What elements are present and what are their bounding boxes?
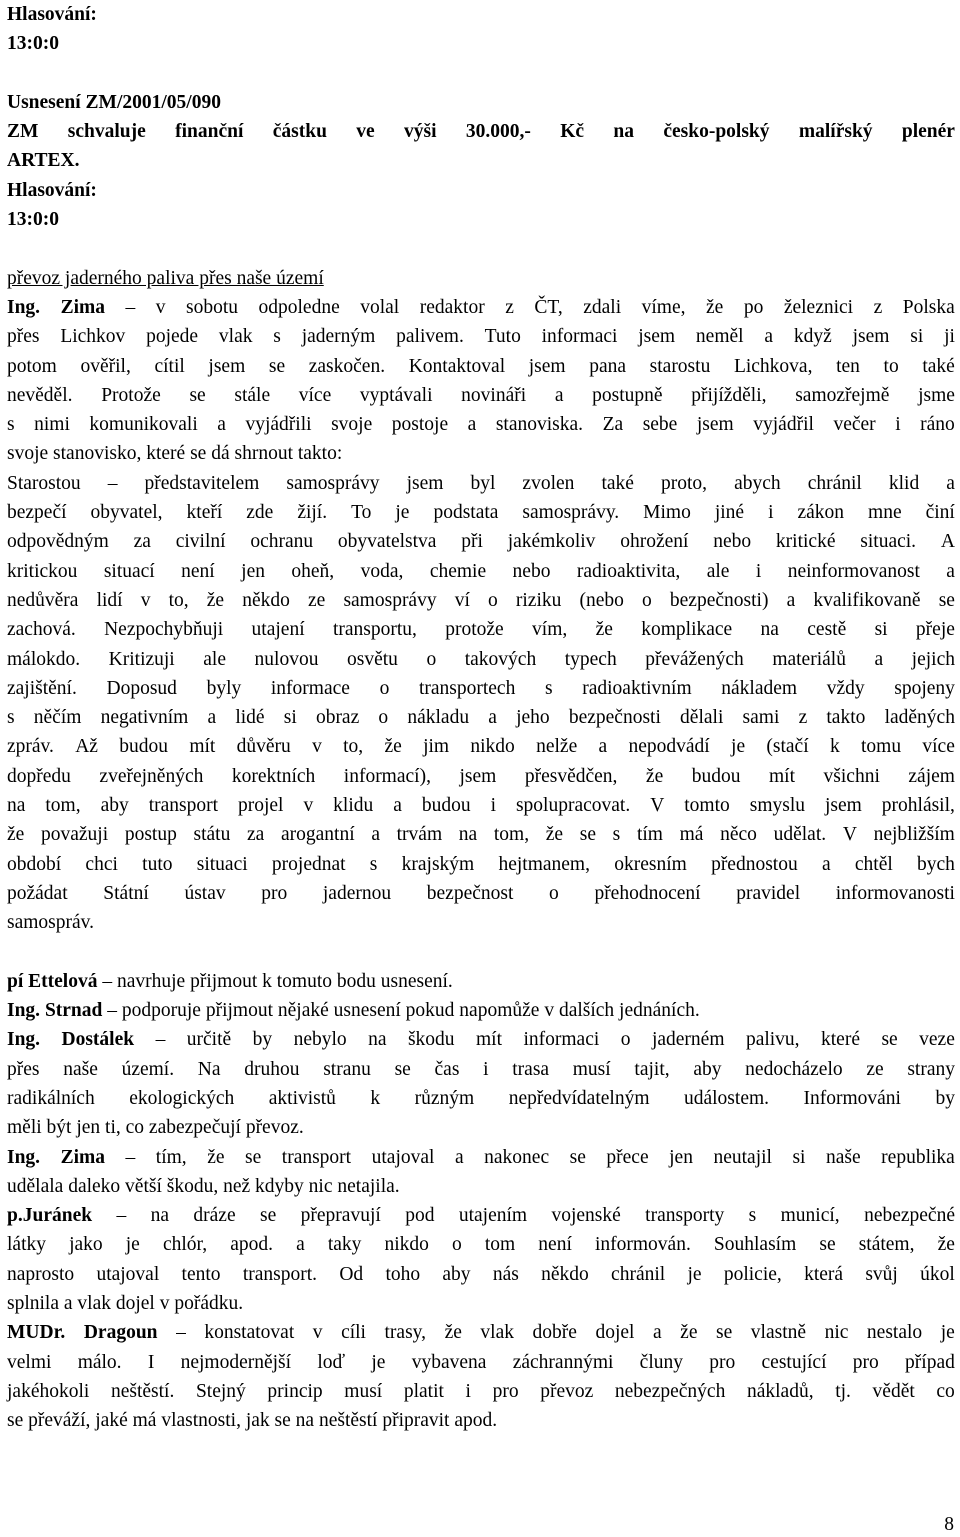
paragraph-line: nedůvěra lidí v to, že někdo ze samosprávy ví o riziku (nebo o bezpečnosti) a kvalifikovaně se xyxy=(7,589,955,611)
statement-line: látky jako je chlór, apod. a taky nikdo o tom není informován. Souhlasím se státem, že xyxy=(7,1234,955,1256)
vote-label: Hlasování: xyxy=(7,4,97,25)
paragraph-line: nevěděl. Protože se stále více vyptávali novináři a postupně přijížděli, samozřejmě jsme xyxy=(7,384,955,406)
paragraph-line: požádat Státní ústav pro jadernou bezpečnost o přehodnocení pravidel informovanosti xyxy=(7,882,955,904)
paragraph-line: odpovědným za civilní ochranu obyvatelstva při jakémkoliv ohrožení nebo kritické situaci. A xyxy=(7,531,955,553)
document-page xyxy=(7,0,955,1436)
paragraph-line: svoje stanovisko, které se dá shrnout takto: xyxy=(7,443,343,465)
statement-line: naprosto utajoval tento transport. Od toho aby nás někdo chránil je policie, která svůj úkol xyxy=(7,1263,955,1285)
spacer xyxy=(7,938,955,967)
statement-line: udělala daleko větší škodu, než kdyby nic netajila. xyxy=(7,1175,400,1197)
paragraph-line: na tom, aby transport projel v klidu a budou i spolupracovat. V tomto smyslu jsem prohlásil, xyxy=(7,795,955,817)
paragraph-line: že považuji postup státu za arogantní a trvám na tom, že se s tím má něco udělat. V nejbližším xyxy=(7,824,955,846)
paragraph-line: samospráv. xyxy=(7,912,95,934)
paragraph-line: s něčím negativním a lidé si obraz o nákladu a jeho bezpečnosti dělali sami z takto laděných xyxy=(7,707,955,729)
paragraph-line: dopředu zveřejněných korektních informací), jsem přesvědčen, že budou mít všichni zájem xyxy=(7,765,955,787)
paragraph-line: kritickou situací není jen oheň, voda, chemie nebo radioaktivita, ale i neinformovanost a xyxy=(7,560,955,582)
paragraph-line: potom ověřil, cítil jsem se zaskočen. Kontaktoval jsem pana starostu Lichkova, ten to také xyxy=(7,355,955,377)
statement-line: p.Juránek – na dráze se přepravují pod utajením vojenské transporty s municí, nebezpečné xyxy=(7,1205,955,1227)
statement-line: MUDr. Dragoun – konstatovat v cíli trasy, že vlak dobře dojel a že se vlastně nic nestalo je xyxy=(7,1322,955,1344)
vote-result: 13:0:0 xyxy=(7,33,59,55)
paragraph-line: Starostou – představitelem samosprávy jsem byl zvolen také proto, abych chránil klid a xyxy=(7,472,955,494)
statement-line: splnila a vlak dojel v pořádku. xyxy=(7,1293,244,1315)
topic-heading: převoz jaderného paliva přes naše území xyxy=(7,267,324,289)
paragraph-line: s nimi komunikovali a vyjádřili svoje postoje a stanoviska. Za sebe jsem vyjádřil večer i ráno xyxy=(7,414,955,436)
spacer xyxy=(7,59,955,88)
statement-line: Ing. Zima – tím, že se transport utajoval a nakonec se přece jen neutajil si naše republika xyxy=(7,1146,955,1168)
paragraph-line: málokdo. Kritizuji ale nulovou osvětu o takových typech převážených materiálů a jejich xyxy=(7,648,955,670)
statement-line: jakéhokoli neštěstí. Stejný princip musí platit i pro převoz nebezpečných nákladů, tj. vědět co xyxy=(7,1380,955,1402)
paragraph-line: zachová. Nezpochybňuji utajení transportu, protože vím, že komplikace na cestě si přeje xyxy=(7,619,955,641)
resolution-text-end: ARTEX. xyxy=(7,150,80,172)
resolution-id: Usnesení ZM/2001/05/090 xyxy=(7,91,221,113)
statement-line: Ing. Dostálek – určitě by nebylo na škodu mít informaci o jaderném palivu, které se veze xyxy=(7,1029,955,1051)
statement-line: se převáží, jaké má vlastnosti, jak se na neštěstí připravit apod. xyxy=(7,1410,498,1432)
statement-line: radikálních ekologických aktivistů k různým nepředvídatelným událostem. Informováni by xyxy=(7,1087,955,1109)
spacer xyxy=(7,234,955,263)
resolution-text: ZM schvaluje finanční částku ve výši 30.000,- Kč na česko-polský malířský plenér xyxy=(7,121,955,143)
paragraph-line: období chci tuto situaci projednat s krajským hejtmanem, okresním přednostou a chtěl bych xyxy=(7,853,955,875)
paragraph-line: bezpečí obyvatel, kteří zde žijí. To je podstata samosprávy. Mimo jiné i zákon mne činí xyxy=(7,502,955,524)
statement-line: přes naše území. Na druhou stranu se čas i trasa musí tajit, aby nedocházelo ze strany xyxy=(7,1058,955,1080)
vote-label: Hlasování: xyxy=(7,179,97,201)
statement-line: velmi málo. I nejmodernější loď je vybavena záchrannými čluny pro cestující pro případ xyxy=(7,1351,955,1373)
statement-line: pí Ettelová – navrhuje přijmout k tomuto bodu usnesení. xyxy=(7,970,453,992)
paragraph-line: přes Lichkov pojede vlak s jaderným palivem. Tuto informaci jsem neměl a když jsem si ji xyxy=(7,326,955,348)
statement-line: Ing. Strnad – podporuje přijmout nějaké usnesení pokud napomůže v dalších jednáních. xyxy=(7,1000,700,1022)
paragraph-line: zajištění. Doposud byly informace o transportech s radioaktivním nákladem vždy spojeny xyxy=(7,677,955,699)
statement-zima xyxy=(7,293,955,938)
statement-line: měli být jen ti, co zabezpečují převoz. xyxy=(7,1117,304,1139)
paragraph-line: Ing. Zima – v sobotu odpoledne volal redaktor z ČT, zdali víme, že po železnici z Polska xyxy=(7,296,955,318)
paragraph-line: zpráv. Až budou mít důvěru v to, že jim nikdo nelže a nepodvádí je (stačí k tomu více xyxy=(7,736,955,758)
statements-list xyxy=(7,967,955,1436)
vote-result: 13:0:0 xyxy=(7,209,59,231)
page-number: 8 xyxy=(944,1514,954,1535)
